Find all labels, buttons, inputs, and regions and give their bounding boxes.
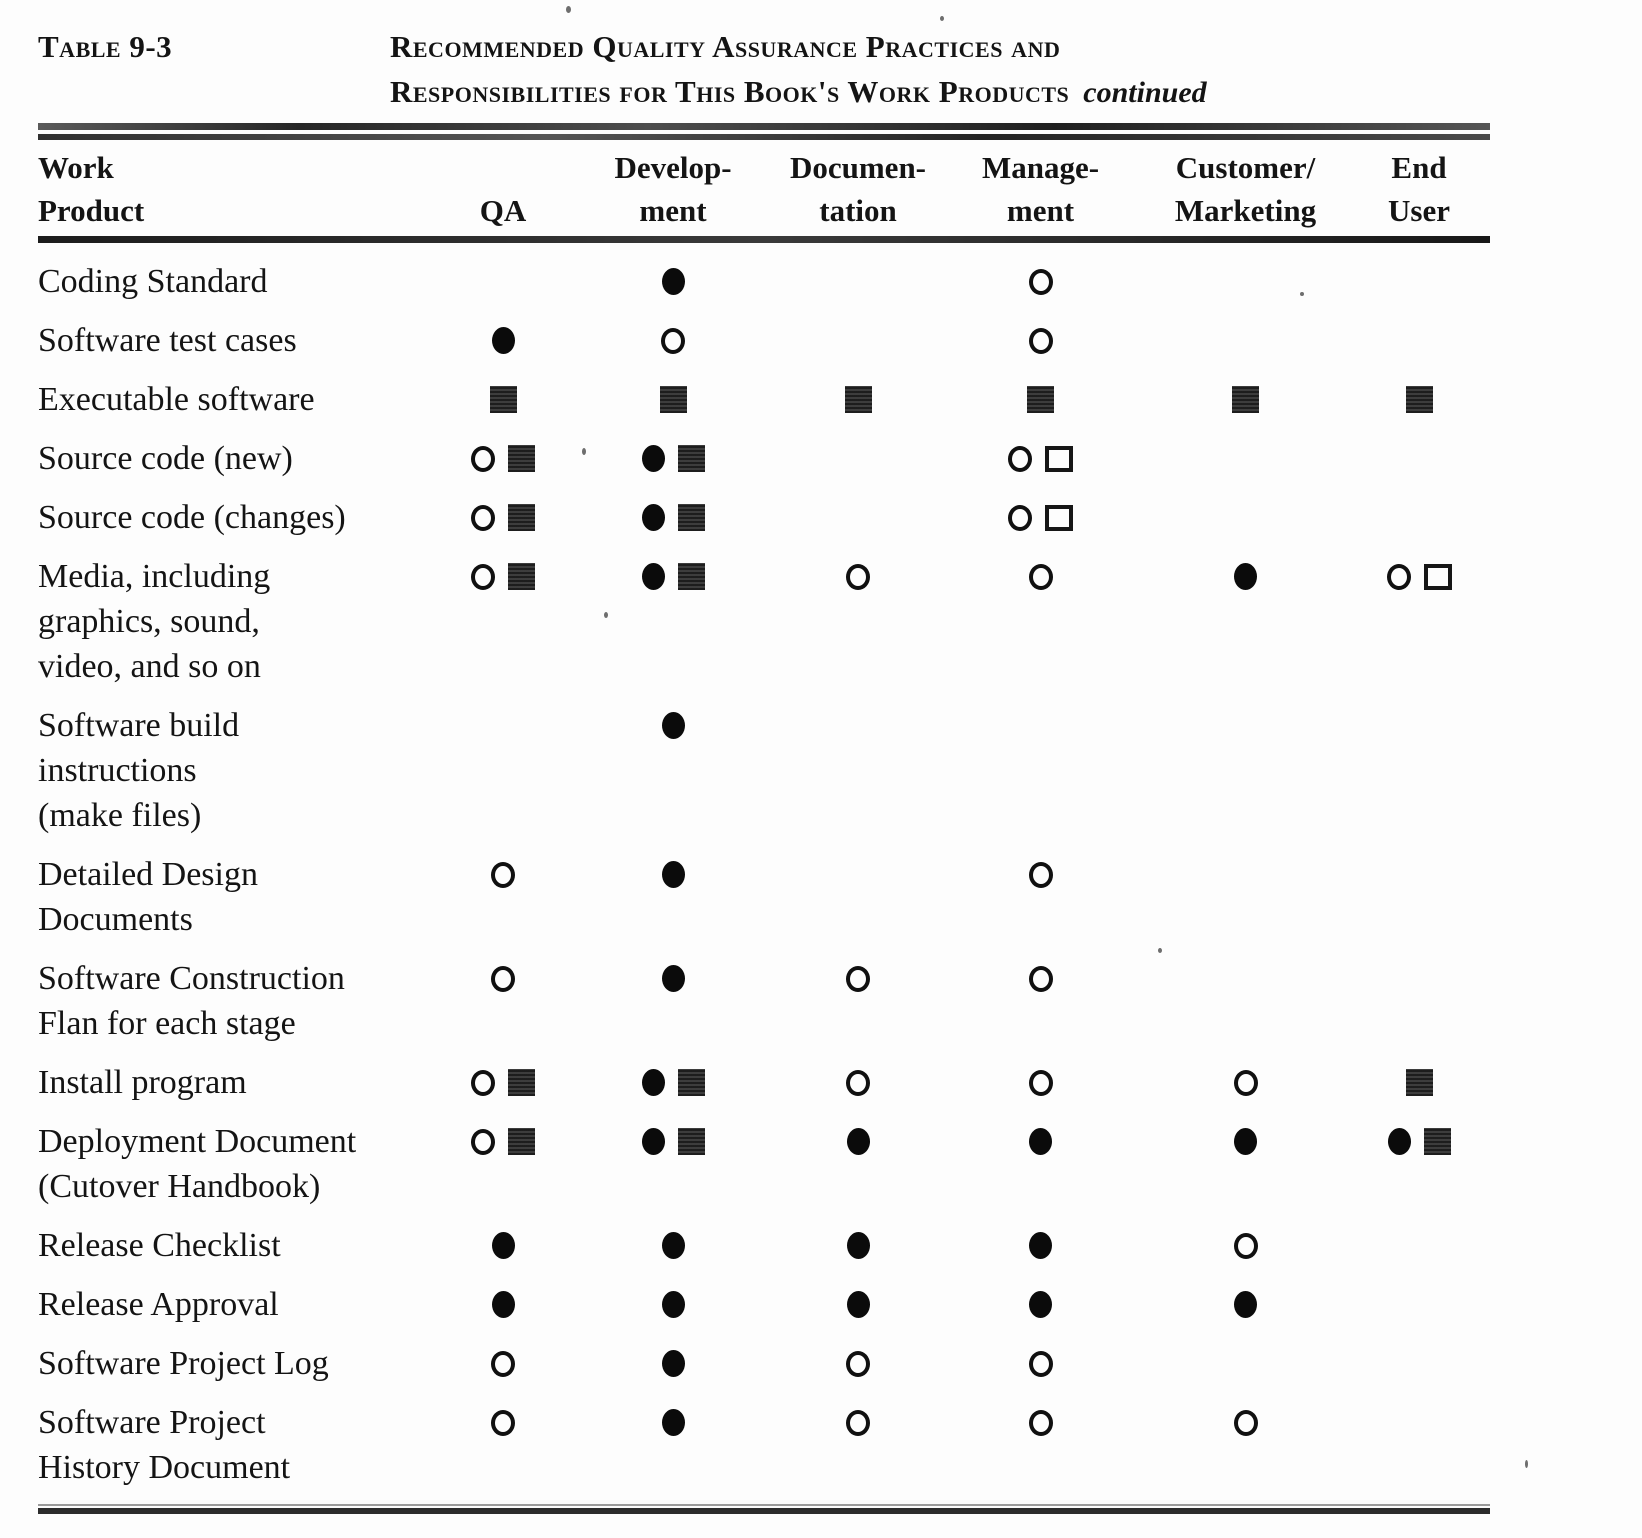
column-header-line: End <box>1391 150 1447 185</box>
cell-end_user <box>1348 259 1490 304</box>
filled-circle-icon <box>1234 563 1257 590</box>
column-header-work_product <box>38 146 438 232</box>
open-square-icon <box>1424 564 1452 590</box>
cell-end_user <box>1348 318 1490 363</box>
filled-circle-icon <box>662 1232 685 1259</box>
scan-speck <box>1525 1460 1528 1468</box>
cell-customer_marketing <box>1143 956 1348 1001</box>
column-header-documentation <box>778 146 938 232</box>
cell-customer_marketing <box>1143 259 1348 304</box>
filled-circle-icon <box>1029 1232 1052 1259</box>
table-row <box>38 259 1490 304</box>
open-circle-icon <box>846 1070 870 1096</box>
cell-qa <box>438 436 568 481</box>
work-product-label-line: instructions <box>38 752 197 789</box>
filled-square-icon <box>508 1069 535 1096</box>
title-text-2: Responsibilities for This Book's Work Products <box>390 74 1070 109</box>
cell-end_user <box>1348 554 1490 599</box>
column-header-management <box>938 146 1143 232</box>
table-row <box>38 1060 1490 1105</box>
work-product-label-line: Source code (new) <box>38 440 293 477</box>
work-product-label-line: Source code (changes) <box>38 499 346 536</box>
cell-documentation <box>778 1223 938 1268</box>
open-circle-icon <box>661 328 685 354</box>
filled-circle-icon <box>662 268 685 295</box>
table-row <box>38 852 1490 942</box>
filled-circle-icon <box>642 1128 665 1155</box>
work-product-label-line: (make files) <box>38 797 202 834</box>
table-row <box>38 1400 1490 1490</box>
scan-speck <box>1300 292 1304 296</box>
cell-qa <box>438 1341 568 1386</box>
work-product-label <box>38 703 438 838</box>
table-header-row <box>38 146 1490 232</box>
open-circle-icon <box>471 505 495 531</box>
filled-circle-icon <box>1234 1128 1257 1155</box>
table-title <box>390 24 1490 115</box>
column-header-line: QA <box>479 193 527 228</box>
open-circle-icon <box>491 1410 515 1436</box>
work-product-label-line: video, and so on <box>38 648 261 685</box>
cell-customer_marketing <box>1143 1060 1348 1105</box>
table-body <box>38 259 1490 1490</box>
filled-circle-icon <box>1029 1128 1052 1155</box>
cell-end_user <box>1348 703 1490 748</box>
table-label: Table 9-3 <box>38 29 173 64</box>
scan-speck <box>604 612 608 618</box>
table-row <box>38 1223 1490 1268</box>
work-product-label-line: Deployment Document <box>38 1123 357 1160</box>
cell-documentation <box>778 1119 938 1164</box>
cell-documentation <box>778 1400 938 1445</box>
cell-management <box>938 852 1143 897</box>
cell-development <box>568 1341 778 1386</box>
open-circle-icon <box>471 564 495 590</box>
table-row <box>38 1119 1490 1209</box>
filled-square-icon <box>1406 386 1433 413</box>
cell-development <box>568 1060 778 1105</box>
filled-square-icon <box>678 563 705 590</box>
open-square-icon <box>1045 446 1073 472</box>
cell-management <box>938 1223 1143 1268</box>
work-product-label-line: Release Approval <box>38 1286 279 1323</box>
work-product-label <box>38 1282 438 1327</box>
cell-development <box>568 852 778 897</box>
cell-qa <box>438 703 568 748</box>
cell-documentation <box>778 495 938 540</box>
open-circle-icon <box>1234 1410 1258 1436</box>
filled-circle-icon <box>642 445 665 472</box>
filled-circle-icon <box>492 327 515 354</box>
open-circle-icon <box>1234 1233 1258 1259</box>
cell-management <box>938 1341 1143 1386</box>
title-continued: continued <box>1083 76 1207 109</box>
open-circle-icon <box>491 862 515 888</box>
cell-development <box>568 1119 778 1164</box>
column-header-line: Marketing <box>1174 193 1317 228</box>
column-header-line: User <box>1388 193 1450 228</box>
work-product-label-line: Coding Standard <box>38 263 268 300</box>
open-circle-icon <box>1029 328 1053 354</box>
work-product-label <box>38 1341 438 1386</box>
work-product-label <box>38 318 438 363</box>
filled-square-icon <box>660 386 687 413</box>
cell-qa <box>438 1282 568 1327</box>
cell-management <box>938 1119 1143 1164</box>
cell-end_user <box>1348 1282 1490 1327</box>
cell-end_user <box>1348 852 1490 897</box>
filled-square-icon <box>508 563 535 590</box>
cell-management <box>938 1060 1143 1105</box>
filled-circle-icon <box>1234 1291 1257 1318</box>
open-circle-icon <box>1029 564 1053 590</box>
cell-development <box>568 554 778 599</box>
filled-square-icon <box>1027 386 1054 413</box>
work-product-label-line: Executable software <box>38 381 315 418</box>
cell-management <box>938 377 1143 422</box>
filled-square-icon <box>1424 1128 1451 1155</box>
column-header-customer_marketing <box>1143 146 1348 232</box>
work-product-label <box>38 495 438 540</box>
open-circle-icon <box>471 1070 495 1096</box>
work-product-label-line: History Document <box>38 1449 291 1486</box>
work-product-label-line: graphics, sound, <box>38 603 260 640</box>
rule-line <box>38 123 1490 130</box>
cell-end_user <box>1348 1060 1490 1105</box>
filled-circle-icon <box>662 1350 685 1377</box>
cell-qa <box>438 377 568 422</box>
work-product-label <box>38 1060 438 1105</box>
cell-qa <box>438 259 568 304</box>
cell-qa <box>438 852 568 897</box>
filled-circle-icon <box>847 1291 870 1318</box>
cell-end_user <box>1348 1223 1490 1268</box>
cell-qa <box>438 318 568 363</box>
work-product-label <box>38 1400 438 1490</box>
open-circle-icon <box>1387 564 1411 590</box>
cell-management <box>938 554 1143 599</box>
column-header-end_user <box>1348 146 1490 232</box>
cell-documentation <box>778 703 938 748</box>
open-circle-icon <box>1029 1410 1053 1436</box>
filled-square-icon <box>1406 1069 1433 1096</box>
cell-management <box>938 1400 1143 1445</box>
work-product-label <box>38 1119 438 1209</box>
cell-documentation <box>778 1282 938 1327</box>
open-circle-icon <box>1029 966 1053 992</box>
work-product-label <box>38 554 438 689</box>
filled-square-icon <box>508 504 535 531</box>
work-product-label-line: Install program <box>38 1064 247 1101</box>
cell-end_user <box>1348 956 1490 1001</box>
rule-line <box>38 134 1490 140</box>
cell-documentation <box>778 318 938 363</box>
cell-customer_marketing <box>1143 1400 1348 1445</box>
filled-square-icon <box>508 445 535 472</box>
column-header-line: ment <box>639 193 707 228</box>
cell-management <box>938 495 1143 540</box>
cell-development <box>568 1282 778 1327</box>
cell-documentation <box>778 436 938 481</box>
cell-development <box>568 1223 778 1268</box>
open-circle-icon <box>471 446 495 472</box>
cell-customer_marketing <box>1143 318 1348 363</box>
work-product-label <box>38 1223 438 1268</box>
work-product-label-line: Software Project <box>38 1404 266 1441</box>
scan-speck <box>1158 948 1162 953</box>
filled-circle-icon <box>642 504 665 531</box>
filled-circle-icon <box>662 861 685 888</box>
work-product-label-line: Flan for each stage <box>38 1005 296 1042</box>
work-product-label-line: Software Construction <box>38 960 345 997</box>
cell-development <box>568 436 778 481</box>
table-caption <box>38 24 1490 115</box>
table-row <box>38 1282 1490 1327</box>
column-header-line: Documen- <box>789 150 927 185</box>
cell-management <box>938 1282 1143 1327</box>
work-product-label <box>38 956 438 1046</box>
open-circle-icon <box>1029 862 1053 888</box>
work-product-label-line: Software Project Log <box>38 1345 329 1382</box>
open-circle-icon <box>1029 269 1053 295</box>
cell-development <box>568 318 778 363</box>
table-row <box>38 703 1490 838</box>
cell-documentation <box>778 377 938 422</box>
filled-circle-icon <box>662 1409 685 1436</box>
cell-qa <box>438 554 568 599</box>
cell-customer_marketing <box>1143 1119 1348 1164</box>
cell-management <box>938 703 1143 748</box>
filled-square-icon <box>678 1128 705 1155</box>
cell-qa <box>438 1223 568 1268</box>
cell-management <box>938 956 1143 1001</box>
open-circle-icon <box>846 966 870 992</box>
cell-qa <box>438 495 568 540</box>
table-row <box>38 377 1490 422</box>
open-circle-icon <box>846 1410 870 1436</box>
cell-end_user <box>1348 436 1490 481</box>
open-circle-icon <box>491 966 515 992</box>
cell-qa <box>438 1119 568 1164</box>
work-product-label <box>38 852 438 942</box>
filled-circle-icon <box>847 1232 870 1259</box>
cell-end_user <box>1348 1119 1490 1164</box>
bottom-rule <box>38 1504 1490 1514</box>
open-circle-icon <box>846 564 870 590</box>
filled-square-icon <box>490 386 517 413</box>
filled-circle-icon <box>1029 1291 1052 1318</box>
filled-square-icon <box>678 445 705 472</box>
column-header-line: Develop- <box>614 150 732 185</box>
column-header-line: ment <box>1006 193 1075 228</box>
filled-circle-icon <box>642 563 665 590</box>
filled-circle-icon <box>492 1232 515 1259</box>
work-product-label-line: Release Checklist <box>38 1227 281 1264</box>
filled-circle-icon <box>662 1291 685 1318</box>
scan-speck <box>582 448 586 455</box>
cell-customer_marketing <box>1143 554 1348 599</box>
cell-documentation <box>778 259 938 304</box>
open-circle-icon <box>1029 1070 1053 1096</box>
column-header-line: Customer/ <box>1175 150 1316 185</box>
cell-development <box>568 259 778 304</box>
cell-management <box>938 436 1143 481</box>
filled-circle-icon <box>1388 1128 1411 1155</box>
cell-customer_marketing <box>1143 703 1348 748</box>
cell-development <box>568 703 778 748</box>
cell-customer_marketing <box>1143 436 1348 481</box>
cell-management <box>938 318 1143 363</box>
title-line-1 <box>390 24 1490 69</box>
cell-end_user <box>1348 495 1490 540</box>
table-row <box>38 436 1490 481</box>
table-row <box>38 554 1490 689</box>
cell-documentation <box>778 1341 938 1386</box>
open-circle-icon <box>1234 1070 1258 1096</box>
table-row <box>38 495 1490 540</box>
scan-speck <box>566 6 571 13</box>
filled-square-icon <box>1232 386 1259 413</box>
work-product-label-line: Media, including <box>38 558 271 595</box>
cell-customer_marketing <box>1143 377 1348 422</box>
work-product-label-line: Software build <box>38 707 240 744</box>
cell-documentation <box>778 1060 938 1105</box>
open-circle-icon <box>1008 446 1032 472</box>
open-circle-icon <box>1008 505 1032 531</box>
filled-square-icon <box>678 504 705 531</box>
open-circle-icon <box>471 1129 495 1155</box>
cell-customer_marketing <box>1143 1282 1348 1327</box>
top-double-rule <box>38 123 1490 140</box>
cell-development <box>568 377 778 422</box>
work-product-label-line: Software test cases <box>38 322 297 359</box>
cell-qa <box>438 956 568 1001</box>
filled-circle-icon <box>492 1291 515 1318</box>
cell-end_user <box>1348 1400 1490 1445</box>
table-row <box>38 1341 1490 1386</box>
work-product-label <box>38 259 438 304</box>
cell-customer_marketing <box>1143 852 1348 897</box>
column-header-qa <box>438 146 568 232</box>
cell-qa <box>438 1400 568 1445</box>
cell-end_user <box>1348 1341 1490 1386</box>
column-header-development <box>568 146 778 232</box>
filled-square-icon <box>845 386 872 413</box>
filled-square-icon <box>508 1128 535 1155</box>
filled-circle-icon <box>662 712 685 739</box>
cell-development <box>568 495 778 540</box>
cell-customer_marketing <box>1143 1223 1348 1268</box>
cell-documentation <box>778 852 938 897</box>
cell-documentation <box>778 554 938 599</box>
header-rule <box>38 236 1490 243</box>
scan-speck <box>940 16 944 21</box>
filled-circle-icon <box>642 1069 665 1096</box>
filled-square-icon <box>678 1069 705 1096</box>
cell-management <box>938 259 1143 304</box>
open-square-icon <box>1045 505 1073 531</box>
work-product-label-line: Detailed Design <box>38 856 258 893</box>
cell-customer_marketing <box>1143 495 1348 540</box>
cell-customer_marketing <box>1143 1341 1348 1386</box>
column-header-line: Product <box>38 193 145 228</box>
cell-development <box>568 1400 778 1445</box>
cell-end_user <box>1348 377 1490 422</box>
open-circle-icon <box>491 1351 515 1377</box>
column-header-line: Manage- <box>981 150 1100 185</box>
work-product-label-line: (Cutover Handbook) <box>38 1168 321 1205</box>
open-circle-icon <box>1029 1351 1053 1377</box>
open-circle-icon <box>846 1351 870 1377</box>
work-product-label-line: Documents <box>38 901 193 938</box>
table-row <box>38 318 1490 363</box>
cell-qa <box>438 1060 568 1105</box>
filled-circle-icon <box>662 965 685 992</box>
column-header-line: tation <box>819 193 897 228</box>
filled-circle-icon <box>847 1128 870 1155</box>
cell-documentation <box>778 956 938 1001</box>
column-header-line: Work <box>38 150 114 185</box>
title-line-2 <box>390 69 1490 115</box>
work-product-label <box>38 436 438 481</box>
cell-development <box>568 956 778 1001</box>
work-product-label <box>38 377 438 422</box>
title-text-1: Recommended Quality Assurance Practices and <box>390 29 1061 64</box>
table-row <box>38 956 1490 1046</box>
